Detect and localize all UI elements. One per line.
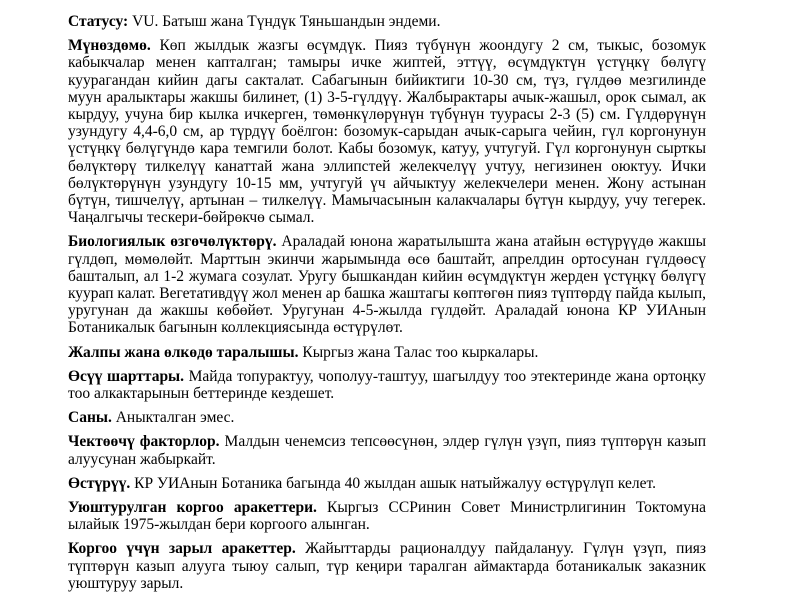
paragraph-body: КР УИАнын Ботаника багында 40 жылдан ашык натыйжалуу өстүрүлүп келет.: [134, 474, 656, 492]
paragraph-heading: Чектөөчү факторлор.: [68, 433, 220, 451]
paragraph-heading: Уюштурулган коргоо аракеттери.: [68, 499, 317, 517]
paragraph-existing-protection: [68, 499, 706, 533]
paragraph-heading: Мүнөздөмө.: [68, 37, 151, 55]
paragraph-heading: Статусу:: [68, 13, 129, 30]
paragraph-body: Малдын ченемсиз тепсөөсүнөн, элдер гүлүн үзүп, пияз түптөрүн казып алуусунан жабыркайт.: [68, 433, 707, 468]
paragraph-population: [68, 409, 706, 426]
paragraph-status: [68, 13, 706, 30]
paragraph-heading: Биологиялык өзгөчөлүктөрү.: [68, 233, 277, 251]
paragraph-body: Кыргыз ССРинин Совет Министрлигинин Токтомуна ылайык 1975-жылдан бери коргоого алынган.: [68, 499, 707, 534]
paragraph-heading: Жалпы жана өлкөдө таралышы.: [68, 343, 299, 361]
paragraph-heading: Өсүү шарттары.: [68, 367, 185, 385]
paragraph-heading: Коргоо үчүн зарыл аракеттер.: [68, 540, 296, 558]
paragraph-description: [68, 37, 706, 226]
paragraph-needed-protection: [68, 540, 706, 592]
paragraph-body: VU. Батыш жана Түндүк Тяньшандын эндеми.: [132, 13, 441, 30]
paragraph-body: Кыргыз жана Талас тоо кыркалары.: [302, 343, 539, 361]
paragraph-body: Майда топурактуу, чополуу-таштуу, шагылдуу тоо этектеринде жана ортоңку тоо алкактарынын беттеринде кездешет.: [68, 367, 707, 403]
paragraph-distribution: [68, 344, 706, 361]
paragraph-body: Жайыттарды рационалдуу пайдалануу. Гүлүн үзүп, пияз түптөрүн казып алууга тыюу салып, түр кеңири таралган аймактарда ботаникалык заказник уюштуруу зарыл.: [68, 540, 706, 592]
paragraph-habitat: [68, 368, 706, 402]
paragraph-biology: [68, 233, 706, 336]
paragraph-body: Аныкталган эмес.: [115, 409, 235, 427]
paragraph-heading: Саны.: [68, 409, 112, 427]
paragraph-limiting-factors: [68, 433, 706, 467]
paragraph-body: Көп жылдык жазгы өсүмдүк. Пияз түбүнүн жоондугу 2 см, тыкыс, бозомук кабыкчалар менен капталган; тамыры ичке жиптей, эттүү, өсүмдүктүн үстүңкү бөлүгү куурагандан кийин дагы сакталат. Сабагынын бийиктиги 10-30 см, түз, гүлдөө мезгилинде муун аралыктары жакшы билинет, (1) 3-5-гүлдүү. Жалбырактары ачык-жашыл, орок сымал, ак кырдуу, учуна бир кылка ичкерген, төмөнкүлөрүнүн түбүнүн туурасы 2-3 (5) см. Гүлдөрүнүн узундугу 4,4-6,0 см, ар түрдүү боёлгон: бозомук-сарыдан ачык-сарыга чейин, гүл коргонунун үстүңкү бөлүгүндө кара темгили болот. Кабы бозомук, катуу, учтугуй. Гүл коргонунун сырткы бөлүктөрү тилкелүү канаттай жана эллипстей желекчелүү учтуу, негизинен оюктуу. Ички бөлүктөрүнүн узундугу 10-15 мм, учтугуй үч айчыктуу желекчелери менен. Жону астынан бүтүн, тишчелүү, артынан – тилкелүү. Мамычасынын калакчалары бүтүн кырдуу, учу тегерек. Чаңалгычы тескери-бөйрөкчө сымал.: [68, 37, 707, 227]
paragraph-cultivation: [68, 475, 706, 492]
paragraph-heading: Өстүрүү.: [68, 474, 131, 492]
paragraph-body: Араладай юнона жаратылышта жана атайын өстүрүүдө жакшы гүлдөп, мөмөлөйт. Марттын экинчи жарымында өсө баштайт, апрелдин ортосунан гүлдөөсү башталып, ал 1-2 жумага созулат. Уругу бышкандан кийин өсүмдүктүн жерден үстүңкү бөлүгү куурап калат. Вегетативдүү жол менен ар башка жаштагы көптөгөн пияз түптөрдү пайда кылып, уругунан да жакшы көбөйөт. Уругунан 4-5-жылда гүлдөйт. Араладай юнона КР УИАнын Ботаникалык багынын коллекциясында өстүрүлөт.: [68, 233, 707, 337]
